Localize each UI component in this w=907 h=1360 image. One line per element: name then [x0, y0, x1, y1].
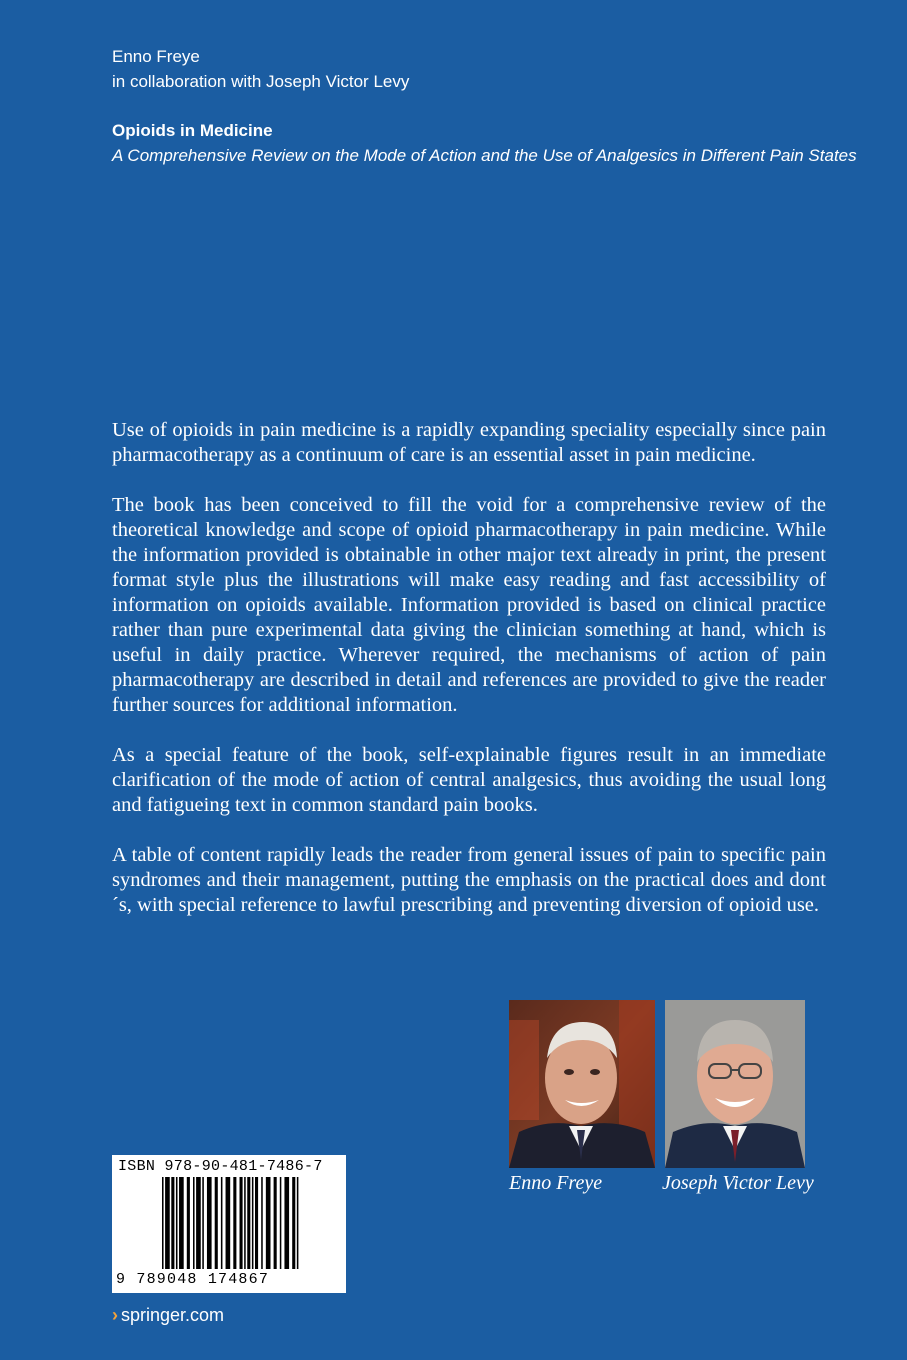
author-name: Enno Freye — [112, 47, 200, 66]
barcode-bar — [215, 1177, 218, 1269]
barcode-bar — [261, 1177, 263, 1269]
portrait-image — [665, 1000, 805, 1168]
barcode-bar — [171, 1177, 174, 1269]
barcode-bar — [226, 1177, 231, 1269]
title-block — [112, 118, 857, 168]
barcode-bar — [247, 1177, 250, 1269]
author-photo-joseph-victor-levy — [665, 1000, 805, 1168]
barcode-bar — [179, 1177, 184, 1269]
barcode-bar — [176, 1177, 178, 1269]
barcode-bar — [252, 1177, 254, 1269]
barcode-bar — [193, 1177, 195, 1269]
chevron-right-icon: › — [112, 1305, 118, 1325]
barcode-bar — [274, 1177, 277, 1269]
barcode-bar — [207, 1177, 212, 1269]
photo-caption: Joseph Victor Levy — [662, 1172, 814, 1194]
barcode-bar — [202, 1177, 204, 1269]
barcode-bar — [266, 1177, 271, 1269]
barcode-bar — [196, 1177, 201, 1269]
barcode-bar — [240, 1177, 243, 1269]
barcode-bar — [233, 1177, 236, 1269]
blurb-paragraph: A table of content rapidly leads the reader from general issues of pain to specific pain syndromes and their management, putting the emphasis on the practical does and dont´s, with special reference to lawful prescribing and preventing diversion of opioid use. — [112, 844, 826, 916]
barcode-bar — [292, 1177, 295, 1269]
blurb-paragraph: The book has been conceived to fill the void for a comprehensive review of the theoretical knowledge and scope of opioid pharmacotherapy in pain medicine. While the information provided is obtainable in other major text already in print, the present format style plus the illustrations will make easy reading and fast accessibility of information on opioids available. Information provided is based on clinical practice rather than pure experimental data giving the clinician something at hand, which is useful in daily practice. Wherever required, the mechanisms of action of pain pharmacotherapy are described in detail and references are provided to give the reader further sources for additional information. — [112, 494, 826, 716]
publisher-url: springer.com — [121, 1305, 225, 1325]
isbn-label: ISBN 978-90-481-7486-7 — [118, 1158, 323, 1175]
barcode-bar — [255, 1177, 258, 1269]
book-title: Opioids in Medicine — [112, 121, 273, 140]
barcode-bar — [165, 1177, 170, 1269]
portrait-image — [509, 1000, 655, 1168]
isbn-barcode — [112, 1155, 346, 1293]
collaboration-line: in collaboration with Joseph Victor Levy — [112, 72, 410, 91]
ean-number: 9 789048 174867 — [116, 1271, 270, 1288]
barcode-bars — [162, 1177, 342, 1275]
barcode-bar — [244, 1177, 246, 1269]
blurb-paragraph: As a special feature of the book, self-explainable figures result in an immediate clarification of the mode of action of central analgesics, thus avoiding the usual long and fatigueing text in common standard pain books. — [112, 744, 826, 816]
photo-caption: Enno Freye — [509, 1172, 603, 1194]
author-photo-enno-freye — [509, 1000, 655, 1168]
barcode-bar — [297, 1177, 299, 1269]
author-block — [112, 44, 409, 94]
barcode-bar — [187, 1177, 190, 1269]
barcode-bar — [284, 1177, 289, 1269]
book-subtitle: A Comprehensive Review on the Mode of Action and the Use of Analgesics in Different Pain States — [112, 146, 857, 165]
blurb — [112, 418, 826, 943]
blurb-paragraph: Use of opioids in pain medicine is a rapidly expanding speciality especially since pain pharmacotherapy as a continuum of care is an essential asset in pain medicine. — [112, 419, 826, 466]
publisher-link[interactable] — [112, 1305, 224, 1326]
barcode-bar — [221, 1177, 223, 1269]
barcode-bar — [280, 1177, 282, 1269]
barcode-bar — [162, 1177, 164, 1269]
